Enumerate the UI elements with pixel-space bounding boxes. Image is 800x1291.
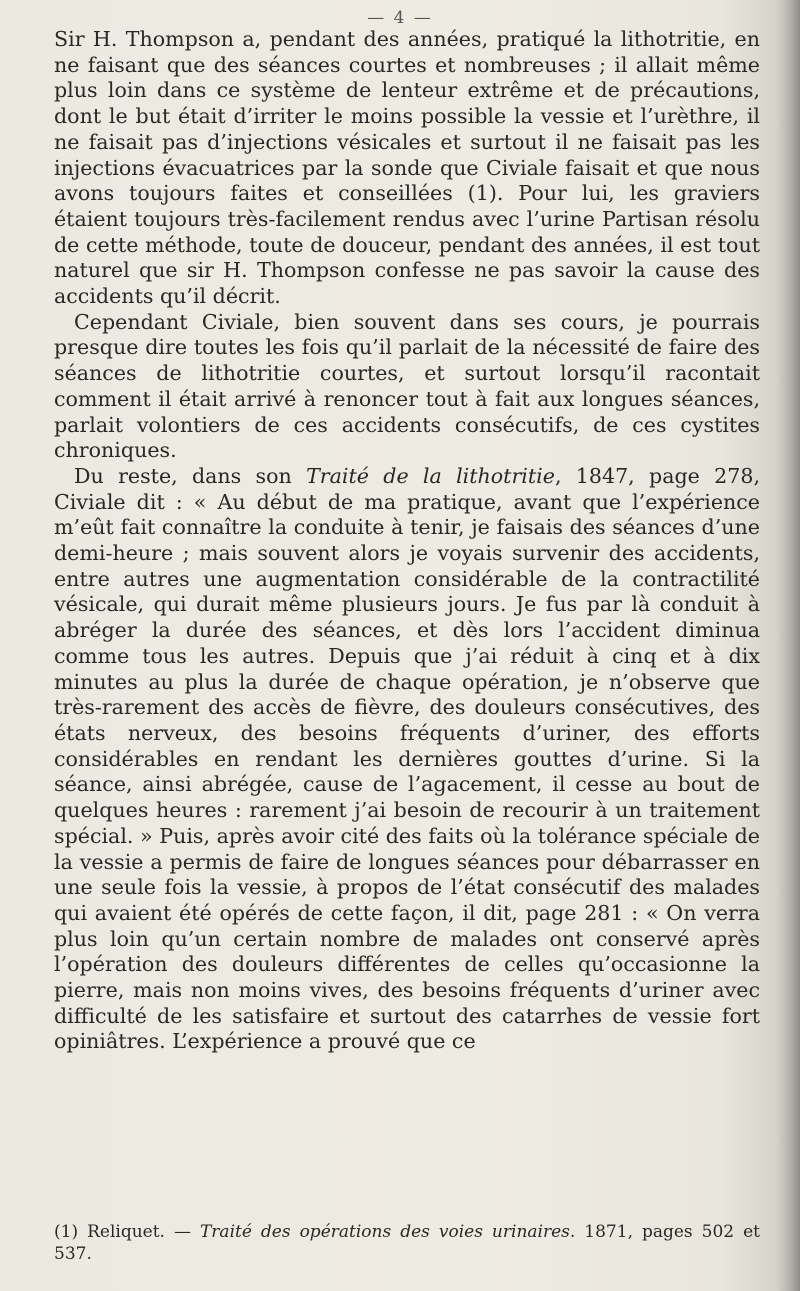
- paragraph-2: Cependant Civiale, bien souvent dans ses cours, je pourrais presque dire toutes les fois qu’il parlait de la nécessité de faire des séances de lithotritie courtes, et surtout lorsqu’il racontait comment il était arrivé à renoncer tout à fait aux longues séances, parlait volontiers de ces accidents consécutifs, de ces cystites chroniques.: [54, 309, 760, 463]
- body-text: [54, 27, 760, 1055]
- footnote-details: . 1871, pages 502 et 537.: [54, 1222, 761, 1264]
- paragraph-1: Sir H. Thompson a, pendant des années, pratiqué la lithotritie, en ne faisant que des séances courtes et nombreuses ; il allait même plus loin dans ce système de lenteur extrême et de précautions, dont le but était d’irriter le moins possible la vessie et l’urèthre, il ne faisait pas d’injections vésicales et surtout il ne faisait pas les injections évacuatrices par la sonde que Civiale faisait et que nous avons toujours faites et conseillées (1). Pour lui, les graviers étaient toujours très-facilement rendus avec l’urine Partisan résolu de cette méthode, toute de douceur, pendant des années, il est tout naturel que sir H. Thompson confesse ne pas savoir la cause des accidents qu’il décrit.: [54, 27, 760, 309]
- footnote: [54, 1221, 760, 1265]
- paragraph-3-body: , 1847, page 278, Civiale dit : « Au début de ma pratique, avant que l’expérience m’eût fait connaître la conduite à tenir, je faisais des séances d’une demi-heure ; mais souvent alors je voyais survenir des accidents, entre autres une augmentation considérable de la contractilité vésicale, qui durait même plusieurs jours. Je fus par là conduit à abréger la durée des séances, et dès lors l’accident diminua comme tous les autres. Depuis que j’ai réduit à cinq et à dix minutes au plus la durée de chaque opération, je n’observe que très-rarement des accès de fièvre, des douleurs consécutives, des états nerveux, des besoins fréquents d’uriner, des efforts considérables en rendant les dernières gouttes d’urine. Si la séance, ainsi abrégée, cause de l’agacement, il cesse au bout de quelques heures : rarement j’ai besoin de recourir à un traitement spécial. » Puis, après avoir cité des faits où la tolérance spéciale de la vessie a permis de faire de longues séances pour débarrasser en une seule fois la vessie, à propos de l’état consécutif des malades qui avaient été opérés de cette façon, il dit, page 281 : « On verra plus loin qu’un certain nombre de malades ont conservé après l’opération des douleurs différentes de celles qu’occasionne la pierre, mais non moins vives, des besoins fréquents d’uriner avec difficulté de les satisfaire et surtout des catarrhes de vessie fort opiniâtres. L’expérience a prouvé que ce: [54, 463, 760, 1054]
- page-number: — 4 —: [367, 8, 433, 28]
- page-edge-shadow: [776, 0, 800, 1291]
- footnote-marker: (1) Reliquet. —: [54, 1222, 200, 1242]
- cited-title-lithotritie: Traité de la lithotritie: [306, 463, 555, 488]
- footnote-cited-title: Traité des opérations des voies urinaires: [199, 1222, 570, 1242]
- paragraph-3-lead: Du reste, dans son: [74, 463, 307, 488]
- paragraph-3: [54, 464, 760, 1055]
